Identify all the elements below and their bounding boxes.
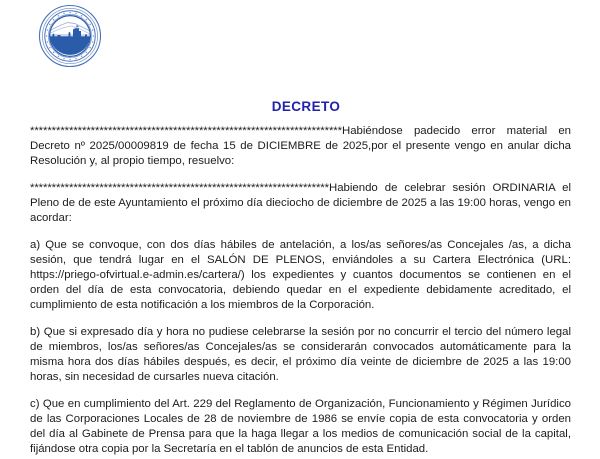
paragraph-text-after-url: ) los expedientes y cuantos documentos se contienen en el orden del día de esta convocatoria, debiendo quedar en el expediente debidamente acreditado, el cumplimiento de esta notificación a los miembros de la Corporación.	[30, 269, 571, 311]
document-body	[30, 124, 571, 457]
paragraph-intro-anulacion	[30, 124, 571, 169]
asterisk-separator: ************************************************************************	[30, 125, 342, 137]
asterisk-separator: *********************************************************************	[30, 182, 329, 194]
cartera-electronica-url[interactable]: https://priego-ofvirtual.e-admin.es/cartera/	[30, 269, 241, 281]
paragraph-acuerdo-b	[30, 325, 571, 385]
paragraph-text: c) Que en cumplimiento del Art. 229 del Reglamento de Organización, Funcionamiento y Régimen Jurídico de las Corporaciones Locales de 28 de noviembre de 1986 se envíe copia de esta convocatoria y orden del día al Gabinete de Prensa para que la haga llegar a los medios de comunicación social de la capital, fijándose otra copia por la Secretaría en el tablón de anuncios de esta Entidad.	[30, 398, 571, 455]
page-title: DECRETO	[271, 99, 341, 114]
paragraph-text: Habiendo de celebrar sesión ORDINARIA el Pleno de de este Ayuntamiento el próximo día dieciocho de diciembre de 2025 a las 19:00 horas, vengo en acordar:	[30, 182, 571, 224]
paragraph-acuerdo-a	[30, 238, 571, 313]
paragraph-acuerdo-c	[30, 397, 571, 457]
paragraph-text: Habiéndose padecido error material en Decreto nº 2025/00009819 de fecha 15 de DICIEMBRE de 2025,por el presente vengo en anular dicha Resolución y, al propio tiempo, resuelvo:	[30, 125, 571, 167]
paragraph-convocatoria-sesion	[30, 181, 571, 226]
paragraph-text-before-url: a) Que se convoque, con dos días hábiles de antelación, a los/as señores/as Concejales /as, a dicha sesión, que tendrá lugar en el SALÓN DE PLENOS, enviándoles a su Cartera Electrónica (URL:	[30, 239, 571, 266]
municipal-seal-icon	[38, 4, 102, 68]
paragraph-text: b) Que si expresado día y hora no pudiese celebrarse la sesión por no concurrir el tercio del número legal de miembros, los/as señores/as Concejales/as se considerarán convocados automáticamente para la misma hora dos días hábiles después, es decir, el próximo día veinte de diciembre de 2025 a las 19:00 horas, sin necesidad de cursarles nueva citación.	[30, 326, 571, 383]
